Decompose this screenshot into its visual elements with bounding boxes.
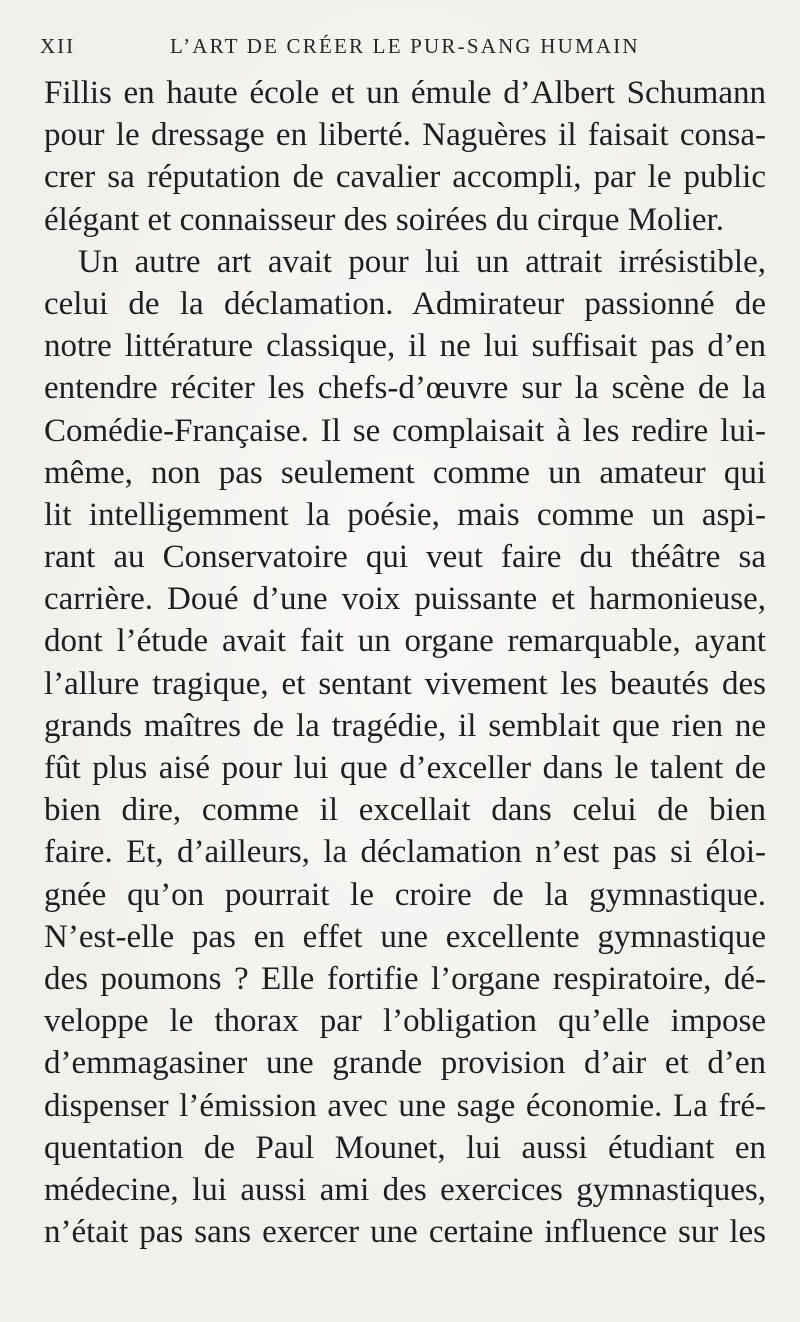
- text-line: grands maîtres de la tragédie, il semblait que rien ne: [44, 707, 766, 744]
- text-line: veloppe le thorax par l’obligation qu’elle impose: [44, 1003, 766, 1040]
- page-number: XII: [40, 34, 76, 58]
- text-line: rant au Conservatoire qui veut faire du théâtre sa: [44, 539, 766, 576]
- text-line: fût plus aisé pour lui que d’exceller dans le talent de: [44, 750, 766, 786]
- text-line: l’allure tragique, et sentant vivement les beautés des: [44, 665, 766, 702]
- text-line: Comédie-Française. Il se complaisait à les redire lui-: [44, 412, 766, 449]
- text-line: N’est-elle pas en effet une excellente gymnastique: [44, 918, 766, 955]
- text-line: dont l’étude avait fait un organe remarquable, ayant: [44, 623, 766, 660]
- text-line: dispenser l’émission avec une sage économie. La fré-: [44, 1087, 766, 1124]
- text-line: carrière. Doué d’une voix puissante et harmonieuse,: [44, 581, 766, 618]
- text-line: gnée qu’on pourrait le croire de la gymnastique.: [44, 876, 766, 913]
- text-line: quentation de Paul Mounet, lui aussi étudiant en: [44, 1129, 766, 1166]
- text-line: même, non pas seulement comme un amateur qui: [44, 454, 766, 491]
- text-line: crer sa réputation de cavalier accompli, par le public: [44, 159, 766, 196]
- text-line: pour le dressage en liberté. Naguères il faisait consa-: [44, 117, 766, 154]
- running-header: [40, 34, 760, 62]
- paragraph-first-line: Un autre art avait pour lui un attrait irrésistible,: [78, 243, 766, 280]
- text-line: d’emmagasiner une grande provision d’air et d’en: [44, 1045, 766, 1082]
- text-line: celui de la déclamation. Admirateur passionné de: [44, 285, 766, 322]
- text-line: des poumons ? Elle fortifie l’organe respiratoire, dé-: [44, 960, 766, 997]
- text-line: médecine, lui aussi ami des exercices gymnastiques,: [44, 1171, 766, 1208]
- text-line: bien dire, comme il excellait dans celui de bien: [44, 792, 766, 829]
- running-title: L’ART DE CRÉER LE PUR-SANG HUMAIN: [170, 34, 640, 58]
- text-line: n’était pas sans exercer une certaine influence sur les: [44, 1214, 766, 1251]
- text-line: notre littérature classique, il ne lui suffisait pas d’en: [44, 328, 766, 365]
- text-line: élégant et connaisseur des soirées du cirque Molier.: [44, 201, 724, 238]
- text-line: lit intelligemment la poésie, mais comme un aspi-: [44, 496, 766, 533]
- body-text: [44, 72, 766, 1253]
- text-line: faire. Et, d’ailleurs, la déclamation n’est pas si éloi-: [44, 834, 766, 871]
- text-line: entendre réciter les chefs-d’œuvre sur la scène de la: [44, 370, 766, 407]
- text-line: Fillis en haute école et un émule d’Albert Schumann: [44, 75, 766, 111]
